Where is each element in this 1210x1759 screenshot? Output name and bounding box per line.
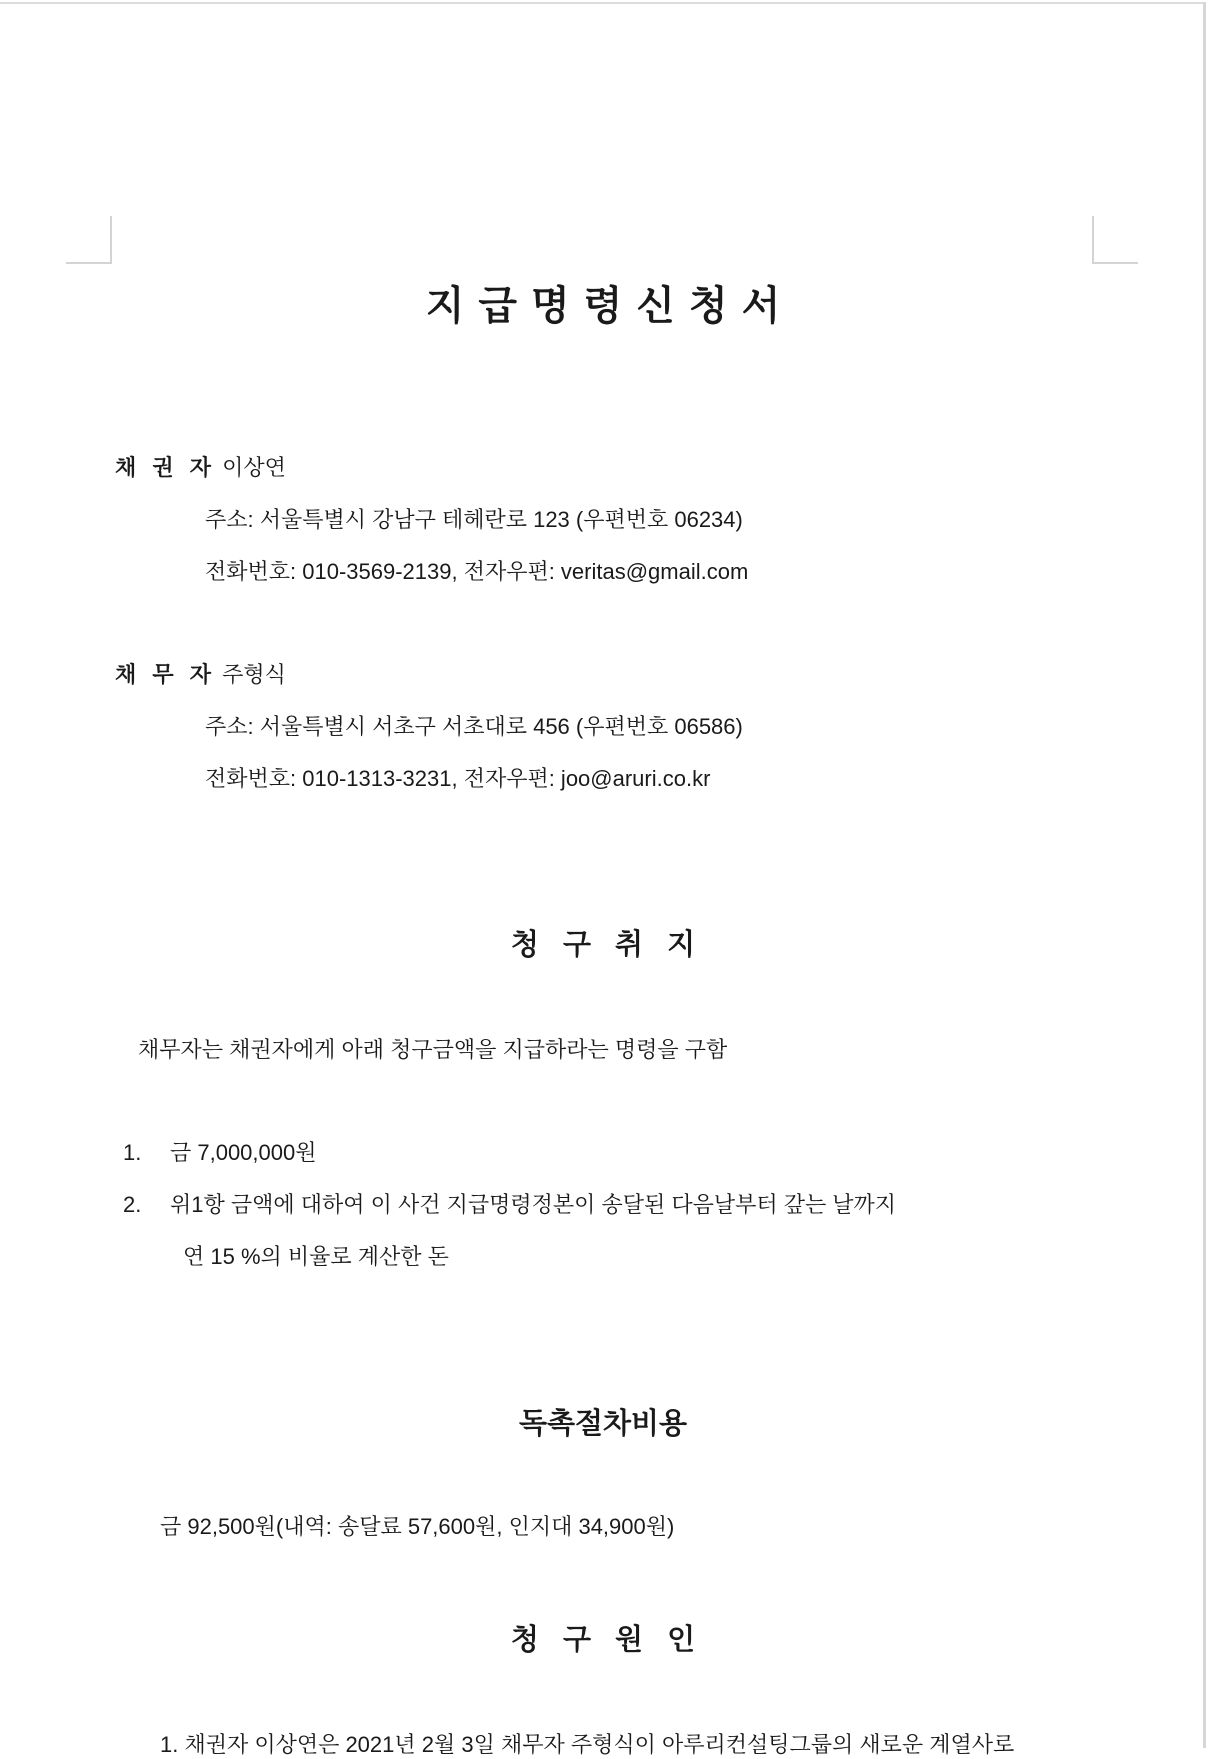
list-item-text: 위1항 금액에 대하여 이 사건 지급명령정본이 송달된 다음날부터 갚는 날까지 [170, 1192, 897, 1217]
costs-heading: 독촉절차비용 [518, 1408, 688, 1440]
margin-corner-mark-left [66, 216, 112, 264]
claim-cause-first-line: 1. 채권자 이상연은 2021년 2월 3일 채무자 주형식이 아루리컨설팅그룹의 새로운 계열사로 [160, 1732, 1015, 1757]
creditor-contact: 전화번호: 010-3569-2139, 전자우편: veritas@gmail.com [205, 559, 749, 584]
list-item-text: 금 7,000,000원 [170, 1140, 317, 1165]
debtor-contact: 전화번호: 010-1313-3231, 전자우편: joo@aruri.co.kr [205, 766, 711, 791]
debtor-line [115, 661, 286, 689]
document-title: 지급명령신청서 [425, 284, 795, 328]
debtor-name: 주형식 [222, 662, 286, 687]
creditor-line [115, 454, 286, 482]
debtor-label: 채 무 자 [115, 662, 216, 687]
claim-cause-heading: 청 구 원 인 [510, 1624, 704, 1656]
list-number: 1. [123, 1140, 142, 1165]
creditor-name: 이상연 [222, 455, 286, 480]
list-number: 2. [123, 1192, 142, 1217]
document-page [0, 2, 1206, 1757]
creditor-address: 주소: 서울특별시 강남구 테헤란로 123 (우편번호 06234) [205, 507, 743, 532]
claim-purpose-intro: 채무자는 채권자에게 아래 청구금액을 지급하라는 명령을 구함 [138, 1037, 728, 1062]
claim-item-2-continuation: 연 15 %의 비율로 계산한 돈 [183, 1244, 449, 1269]
costs-text: 금 92,500원(내역: 송달료 57,600원, 인지대 34,900원) [160, 1514, 675, 1539]
claim-purpose-heading: 청 구 취 지 [510, 929, 704, 961]
debtor-address: 주소: 서울특별시 서초구 서초대로 456 (우편번호 06586) [205, 714, 743, 739]
creditor-label: 채 권 자 [115, 455, 216, 480]
claim-item-1 [123, 1139, 317, 1167]
claim-item-2 [123, 1191, 896, 1219]
margin-corner-mark-right [1092, 216, 1138, 264]
